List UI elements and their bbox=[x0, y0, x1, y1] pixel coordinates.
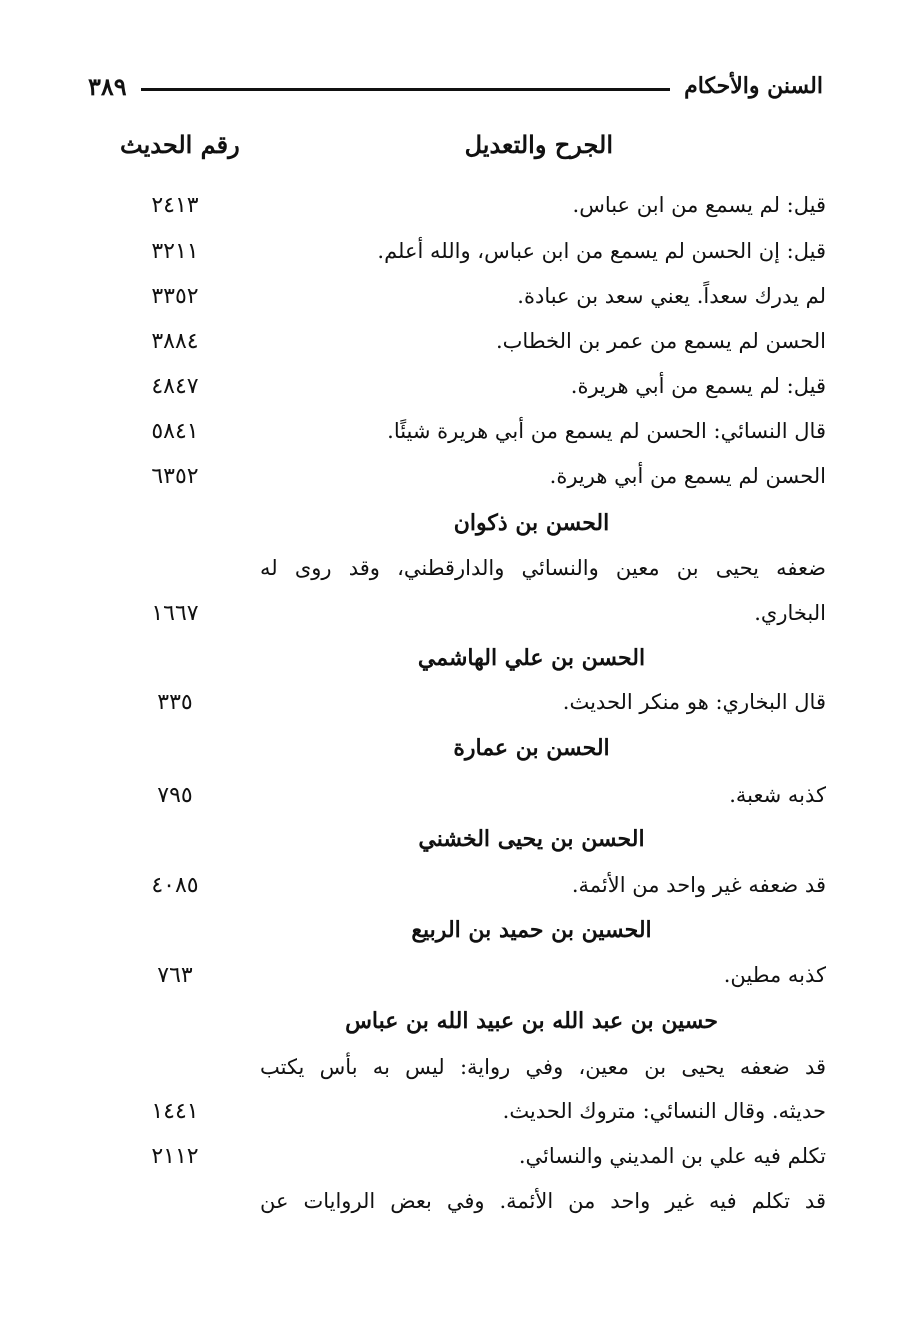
entry-text: تكلم فيه علي بن المديني والنسائي. bbox=[518, 1144, 826, 1168]
hadith-number: ٤٨٤٧ bbox=[151, 374, 199, 399]
hadith-number: ٥٨٤١ bbox=[151, 419, 199, 444]
hadith-number: ٧٦٣ bbox=[157, 963, 193, 988]
entry-text: كذبه شعبة. bbox=[729, 783, 826, 807]
entry-text: قال النسائي: الحسن لم يسمع من أبي هريرة شيئًا. bbox=[387, 419, 826, 443]
hadith-number: ٣٢١١ bbox=[151, 239, 199, 264]
narrator-heading: حسين بن عبد الله بن عبيد الله بن عباس bbox=[345, 1008, 718, 1034]
narrator-heading: الحسين بن حميد بن الربيع bbox=[411, 917, 652, 943]
header-rule bbox=[141, 88, 670, 91]
running-header bbox=[88, 66, 823, 106]
entry-text: ضعفه يحيى بن معين والنسائي والدارقطني، وقد روى له bbox=[260, 556, 826, 580]
entry-text: قال البخاري: هو منكر الحديث. bbox=[562, 690, 826, 714]
entry-text: حديثه. وقال النسائي: متروك الحديث. bbox=[502, 1099, 826, 1123]
entry-text: قيل: لم يسمع من أبي هريرة. bbox=[570, 374, 826, 398]
entry-text: كذبه مطين. bbox=[723, 963, 826, 987]
column-heading-jarh: الجرح والتعديل bbox=[464, 130, 613, 159]
entry-text: قيل: إن الحسن لم يسمع من ابن عباس، والله أعلم. bbox=[377, 239, 826, 263]
hadith-number: ٣٨٨٤ bbox=[151, 329, 199, 354]
column-heading-hadith-number: رقم الحديث bbox=[120, 130, 240, 159]
hadith-number: ٣٣٥٢ bbox=[151, 284, 199, 309]
entry-text: الحسن لم يسمع من عمر بن الخطاب. bbox=[495, 329, 826, 353]
entry-text: قد ضعفه يحيى بن معين، وفي رواية: ليس به بأس يكتب bbox=[260, 1055, 826, 1079]
hadith-number: ١٤٤١ bbox=[151, 1099, 199, 1124]
hadith-number: ٧٩٥ bbox=[157, 783, 193, 808]
entry-text: قد ضعفه غير واحد من الأئمة. bbox=[571, 873, 826, 897]
hadith-number: ٤٠٨٥ bbox=[151, 873, 199, 898]
hadith-number: ١٦٦٧ bbox=[151, 601, 199, 626]
entry-text: قيل: لم يسمع من ابن عباس. bbox=[572, 193, 826, 217]
entry-text: الحسن لم يسمع من أبي هريرة. bbox=[549, 464, 826, 488]
narrator-heading: الحسن بن يحيى الخشني bbox=[418, 826, 645, 852]
page-number: ٣٨٩ bbox=[88, 71, 127, 101]
narrator-heading: الحسن بن ذكوان bbox=[453, 510, 610, 536]
hadith-number: ٣٣٥ bbox=[157, 690, 193, 715]
hadith-number: ٢٤١٣ bbox=[151, 193, 199, 218]
entry-text: قد تكلم فيه غير واحد من الأئمة. وفي بعض الروايات عن bbox=[260, 1189, 826, 1213]
hadith-number: ٦٣٥٢ bbox=[151, 464, 199, 489]
narrator-heading: الحسن بن عمارة bbox=[453, 735, 610, 761]
entry-text: لم يدرك سعداً. يعني سعد بن عبادة. bbox=[517, 284, 826, 308]
narrator-heading: الحسن بن علي الهاشمي bbox=[417, 645, 646, 671]
entry-text: البخاري. bbox=[754, 601, 826, 625]
book-title: السنن والأحكام bbox=[684, 73, 823, 99]
hadith-number: ٢١١٢ bbox=[151, 1144, 199, 1169]
